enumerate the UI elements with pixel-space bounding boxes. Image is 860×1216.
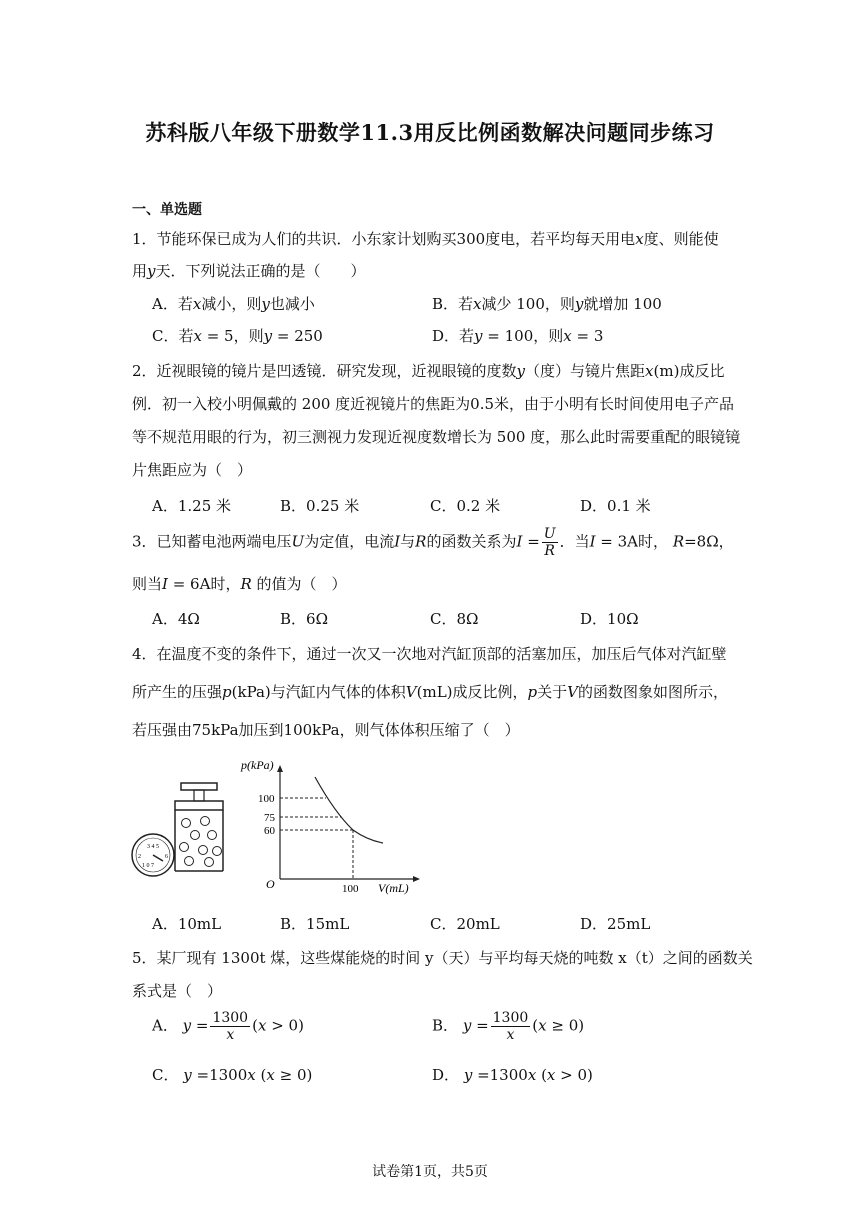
graph-y-tick-100: 100 xyxy=(258,793,275,805)
q4-option-a: A．10mL xyxy=(152,915,222,933)
q3-line1: 3．已知蓄电池两端电压U为定值，电流I与R的函数关系为I = $\frac{U}{R}$ ．当I = 3A时， R=8Ω， xyxy=(132,526,734,560)
svg-text:1 0 7: 1 0 7 xyxy=(142,863,154,869)
svg-text:6: 6 xyxy=(165,854,168,860)
q2-option-d: D．0.1 米 xyxy=(580,497,651,515)
pressure-volume-graph xyxy=(240,758,420,895)
q2-line1: 2．近视眼镜的镜片是凹透镜．研究发现，近视眼镜的度数y（度）与镜片焦距x(m)成反比 xyxy=(132,362,725,380)
q5-line1: 5．某厂现有 1300t 煤，这些煤能烧的时间 y（天）与平均每天烧的吨数 x（t）之间的函数关 xyxy=(132,949,753,967)
q1-option-a: A．若x减小，则y也减小 xyxy=(152,295,315,313)
q2-line2: 例．初一入校小明佩戴的 200 度近视镜片的焦距为0.5米，由于小明有长时间使用电子产品 xyxy=(132,395,735,413)
q1-line2: 用y天．下列说法正确的是（ ） xyxy=(132,262,366,280)
q4-option-c: C．20mL xyxy=(430,915,500,933)
section-heading: 一、单选题 xyxy=(132,202,202,218)
q4-line1: 4．在温度不变的条件下，通过一次又一次地对汽缸顶部的活塞加压，加压后气体对汽缸壁 xyxy=(132,645,727,663)
svg-text:3 4 5: 3 4 5 xyxy=(147,844,159,850)
q5-line2: 系式是（ ） xyxy=(132,982,223,1000)
q5-option-d: D． y =1300x (x > 0) xyxy=(432,1066,593,1084)
q2-option-a: A．1.25 米 xyxy=(152,497,231,515)
q5-option-b-fraction: $\frac{1300}{x}$ xyxy=(492,1010,529,1044)
q1-option-b: B．若x减少 100，则y就增加 100 xyxy=(432,295,662,313)
q4-option-b: B．15mL xyxy=(280,915,350,933)
q5-option-c: C． y =1300x (x ≥ 0) xyxy=(152,1066,313,1084)
graph-y-tick-60: 60 xyxy=(264,825,275,837)
graph-x-axis-label: V(mL) xyxy=(378,881,409,895)
q4-option-d: D．25mL xyxy=(580,915,651,933)
q5-option-b: B． y = $\frac{1300}{x}$ (x ≥ 0) xyxy=(432,1010,585,1044)
cylinder-icon xyxy=(174,783,223,871)
q1-line1: 1．节能环保已成为人们的共识．小东家计划购买300度电，若平均每天用电x度、则能使 xyxy=(132,230,719,248)
graph-y-axis-label: p(kPa) xyxy=(241,758,274,772)
graph-x-tick-100: 100 xyxy=(342,883,359,895)
q3-option-a: A．4Ω xyxy=(152,610,200,628)
q3-option-c: C．8Ω xyxy=(430,610,479,628)
q2-line3: 等不规范用眼的行为，初三测视力发现近视度数增长为 500 度，那么此时需要重配的眼镜镜 xyxy=(132,428,741,446)
graph-curve xyxy=(315,777,383,843)
page-title: 苏科版八年级下册数学11.3用反比例函数解决问题同步练习 xyxy=(145,120,715,145)
q1-option-c: C．若x = 5，则y = 250 xyxy=(152,327,323,345)
page-footer: 试卷第1页，共5页 xyxy=(372,1164,488,1180)
q5-option-a-fraction: $\frac{1300}{x}$ xyxy=(212,1010,249,1044)
q1-option-d: D．若y = 100，则x = 3 xyxy=(432,327,604,345)
graph-y-tick-75: 75 xyxy=(264,812,275,824)
q2-option-b: B．0.25 米 xyxy=(280,497,360,515)
q2-option-c: C．0.2 米 xyxy=(430,497,501,515)
q4-figure xyxy=(125,755,425,900)
q4-line2: 所产生的压强p(kPa)与汽缸内气体的体积V(mL)成反比例，p关于V的函数图象如图所示， xyxy=(132,683,729,701)
q3-line2: 则当I = 6A时，R 的值为（ ） xyxy=(132,575,347,593)
graph-origin: O xyxy=(266,877,275,891)
q3-fraction: $\frac{U}{R}$ xyxy=(543,526,556,560)
pressure-gauge-icon xyxy=(132,834,175,876)
q3-option-b: B．6Ω xyxy=(280,610,329,628)
q4-line3: 若压强由75kPa加压到100kPa，则气体体积压缩了（ ） xyxy=(132,721,520,739)
svg-text:2: 2 xyxy=(138,854,141,860)
q5-option-a: A． y = $\frac{1300}{x}$ (x > 0) xyxy=(152,1010,304,1044)
q3-option-d: D．10Ω xyxy=(580,610,639,628)
q2-line4: 片焦距应为（ ） xyxy=(132,461,253,479)
